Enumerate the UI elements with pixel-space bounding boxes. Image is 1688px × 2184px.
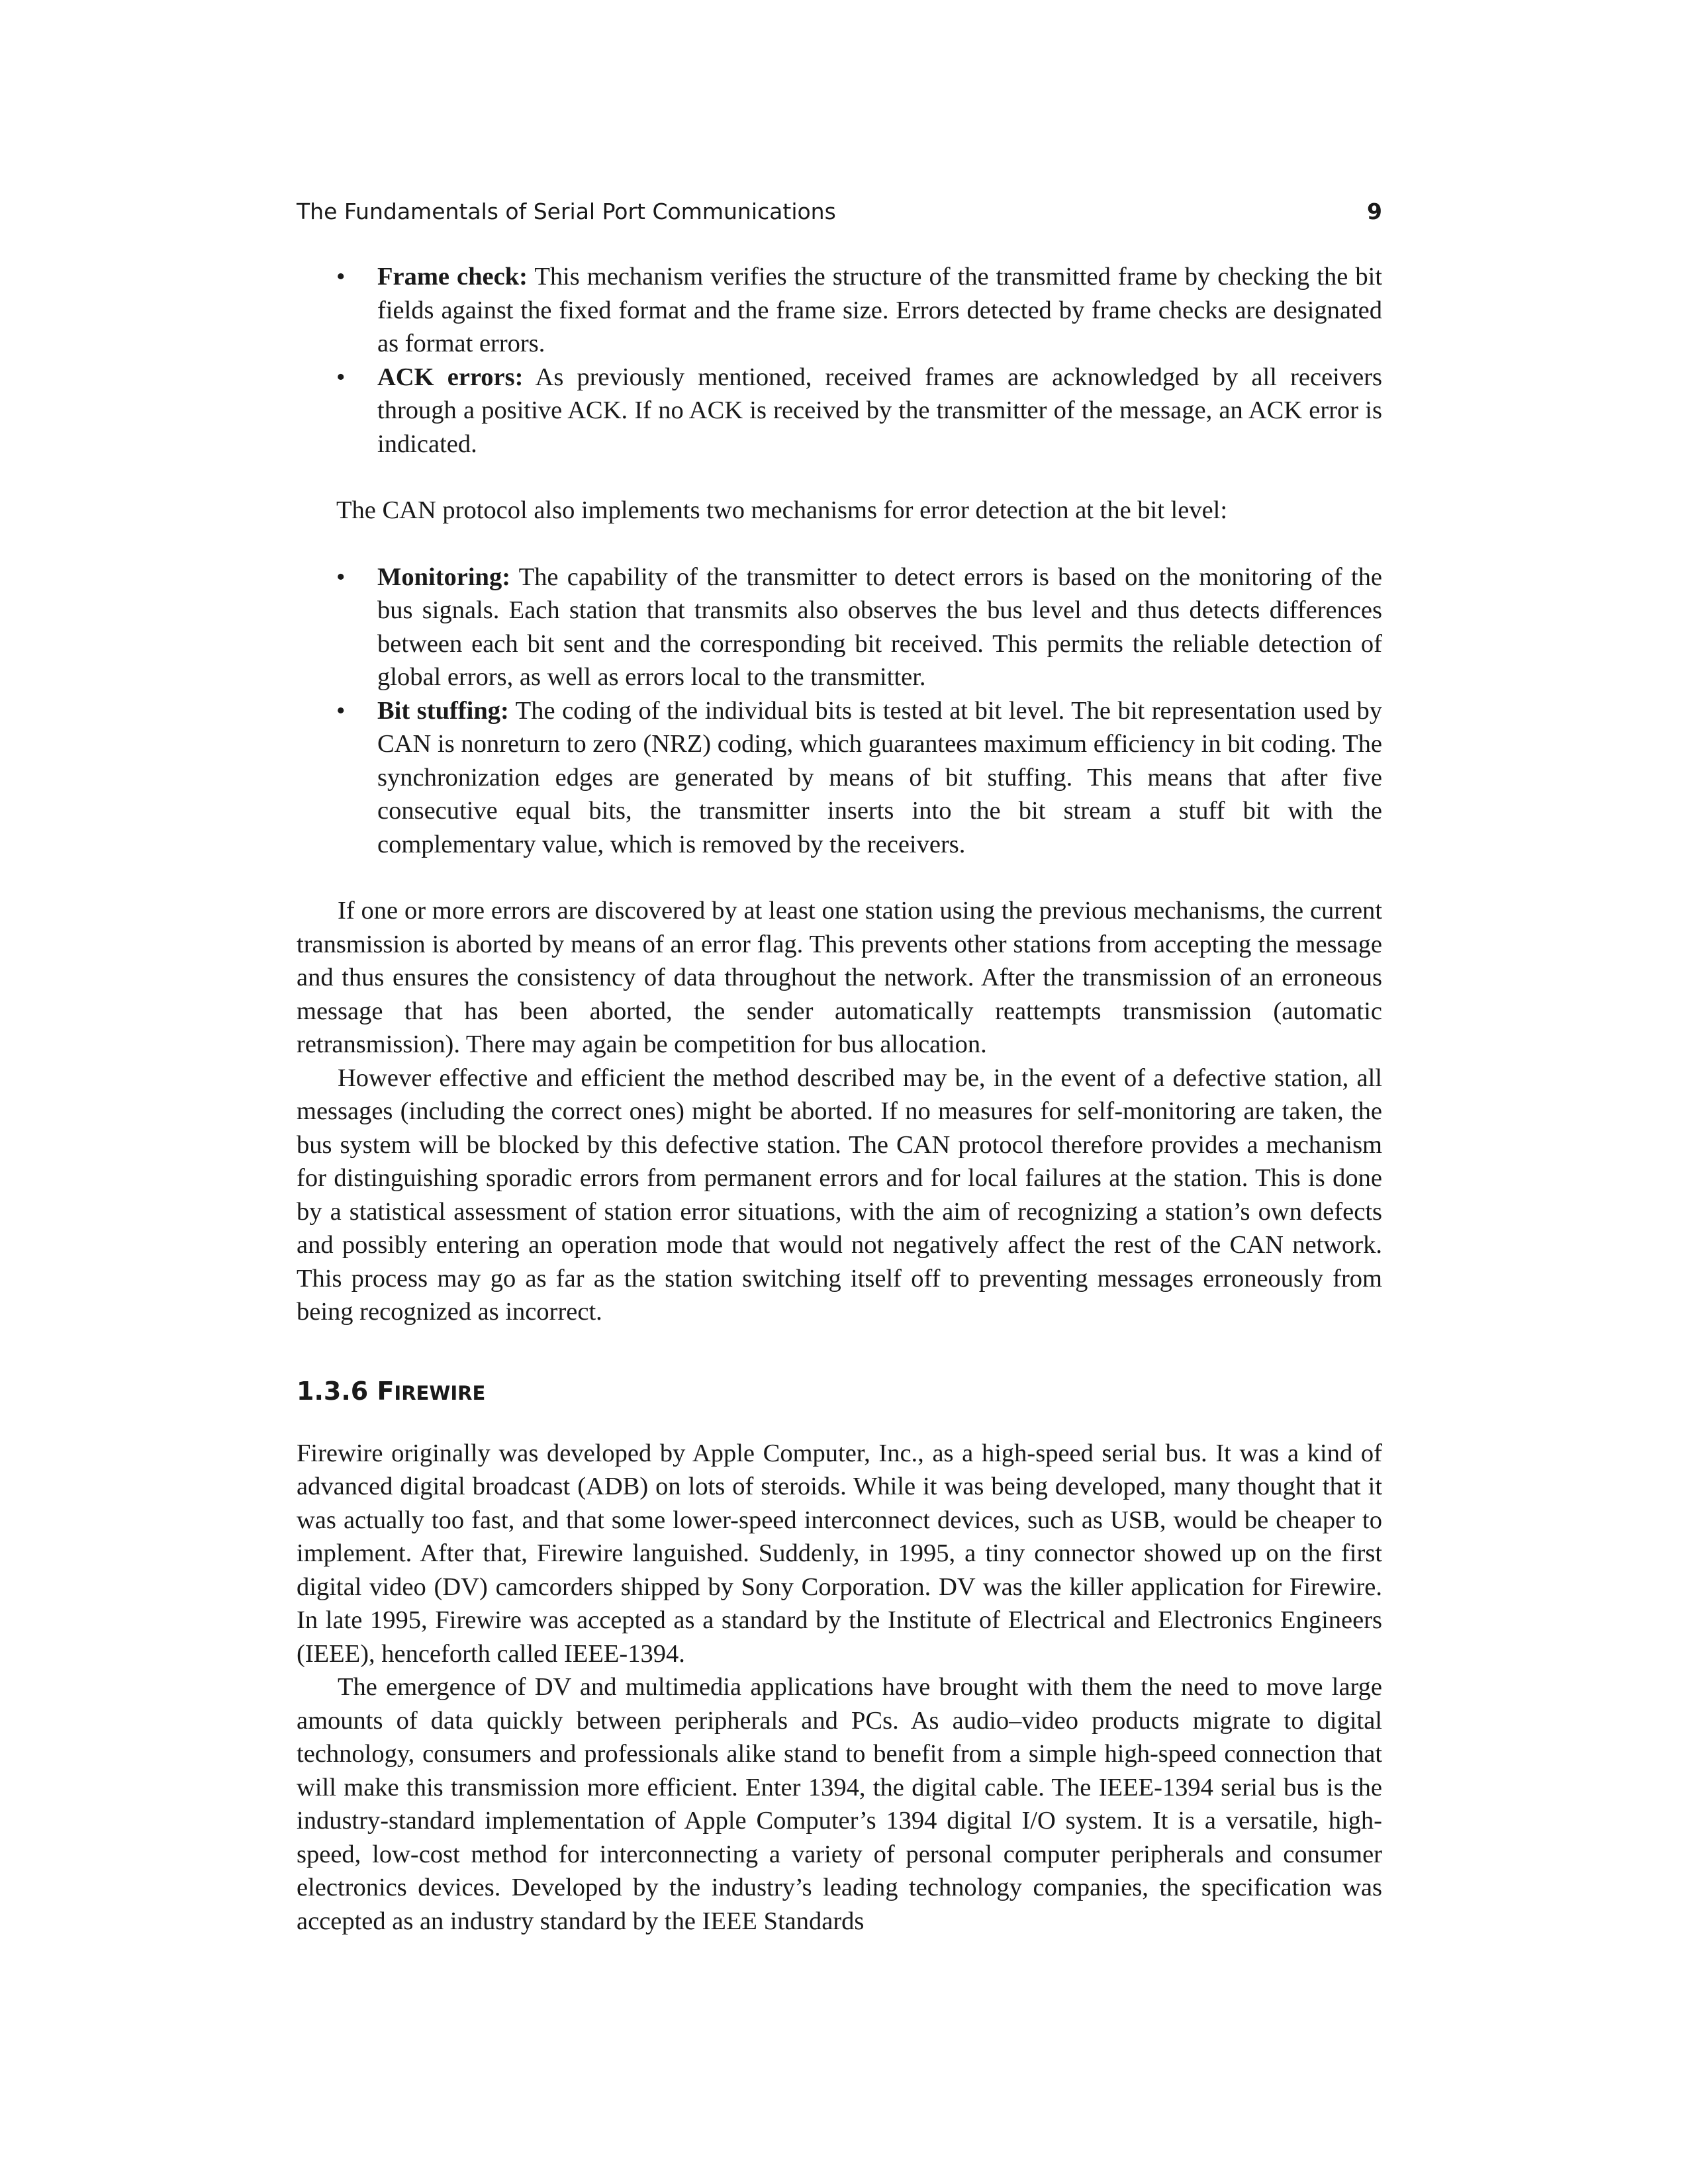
- page-number: 9: [1367, 199, 1382, 224]
- section-heading-firewire: [297, 1377, 1382, 1408]
- paragraph-error-flag: If one or more errors are discovered by at least one station using the previous mechanisms, the current transmission is aborted by means of an error flag. This prevents other stations from accepting the message and thus ensures the consistency of data throughout the network. After the transmission of an erroneous message that has been aborted, the sender automatically reattempts transmission (automatic retransmission). There may again be competition for bus allocation.: [297, 897, 1382, 1058]
- bullet-list-error-checks: [297, 260, 1382, 461]
- paragraph-firewire-history: Firewire originally was developed by Apple Computer, Inc., as a high-speed serial bus. It was a kind of advanced digital broadcast (ADB) on lots of steroids. While it was being developed, many thought that it was actually too fast, and that some lower-speed interconnect devices, such as USB, would be cheaper to implement. After that, Firewire languished. Suddenly, in 1995, a tiny connector showed up on the first digital video (DV) camcorders shipped by Sony Corporation. DV was the killer application for Firewire. In late 1995, Firewire was accepted as a standard by the Institute of Electrical and Electronics Engineers (IEEE), henceforth called IEEE-1394.: [297, 1439, 1382, 1668]
- section-title-rest: IREWIRE: [394, 1381, 486, 1404]
- bullet-text: As previously mentioned, received frames are acknowledged by all receivers through a positive ACK. If no ACK is received by the transmitter of the message, an ACK error is indicated.: [377, 363, 1382, 458]
- bullet-list-bit-level: [297, 561, 1382, 862]
- body-text: [297, 260, 1382, 1938]
- section-title-initial: F: [377, 1376, 395, 1406]
- paragraph-firewire-emergence: The emergence of DV and multimedia applications have brought with them the need to move large amounts of data quickly between peripherals and PCs. As audio–video products migrate to digital technology, consumers and professionals alike stand to benefit from a simple high-speed connection that will make this transmission more efficient. Enter 1394, the digital cable. The IEEE-1394 serial bus is the industry-standard implementation of Apple Computer’s 1394 digital I/O system. It is a versatile, high-speed, low-cost method for interconnecting a variety of personal computer peripherals and consumer electronics devices. Developed by the industry’s leading technology companies, the specification was accepted as an industry standard by the IEEE Standards: [297, 1673, 1382, 1935]
- bullet-text: The coding of the individual bits is tested at bit level. The bit representation used by CAN is nonreturn to zero (NRZ) coding, which guarantees maximum efficiency in bit coding. The synchronization edges are generated by means of bit stuffing. This means that after five consecutive equal bits, the transmitter inserts into the bit stream a stuff bit with the complementary value, which is removed by the receivers.: [377, 696, 1383, 858]
- page: [297, 199, 1382, 1938]
- bullet-term: Monitoring:: [377, 563, 511, 591]
- bullet-monitoring: [336, 561, 1382, 694]
- bullet-term: Frame check:: [377, 263, 528, 291]
- section-number: 1.3.6: [297, 1376, 369, 1406]
- bullet-text: This mechanism verifies the structure of the transmitted frame by checking the bit fields against the fixed format and the frame size. Errors detected by frame checks are designated as format errors.: [377, 263, 1382, 357]
- running-header: [297, 199, 1382, 224]
- bullet-dot-icon: •: [336, 563, 346, 591]
- bullet-dot-icon: •: [336, 363, 346, 391]
- bullet-text: The capability of the transmitter to detect errors is based on the monitoring of the bus signals. Each station that transmits also observes the bus level and thus detects differences between each bit sent and the corresponding bit received. This permits the reliable detection of global errors, as well as errors local to the transmitter.: [377, 563, 1382, 691]
- paragraph-defective-station: However effective and efficient the method described may be, in the event of a defective station, all messages (including the correct ones) might be aborted. If no measures for self-monitoring are taken, the bus system will be blocked by this defective station. The CAN protocol therefore provides a mechanism for distinguishing sporadic errors from permanent errors and for local failures at the station. This is done by a statistical assessment of station error situations, with the aim of recognizing a station’s own defects and possibly entering an operation mode that would not negatively affect the rest of the CAN network. This process may go as far as the station switching itself off to preventing messages erroneously from being recognized as incorrect.: [297, 1064, 1382, 1326]
- bullet-ack-errors: [336, 361, 1382, 461]
- lead-paragraph: The CAN protocol also implements two mechanisms for error detection at the bit level:: [336, 496, 1228, 524]
- bullet-frame-check: [336, 260, 1382, 361]
- bullet-bit-stuffing: [336, 694, 1382, 862]
- running-title: The Fundamentals of Serial Port Communications: [297, 199, 836, 224]
- bullet-term: ACK errors:: [377, 363, 524, 391]
- bullet-dot-icon: •: [336, 696, 346, 725]
- bullet-term: Bit stuffing:: [377, 696, 509, 725]
- bullet-dot-icon: •: [336, 263, 346, 291]
